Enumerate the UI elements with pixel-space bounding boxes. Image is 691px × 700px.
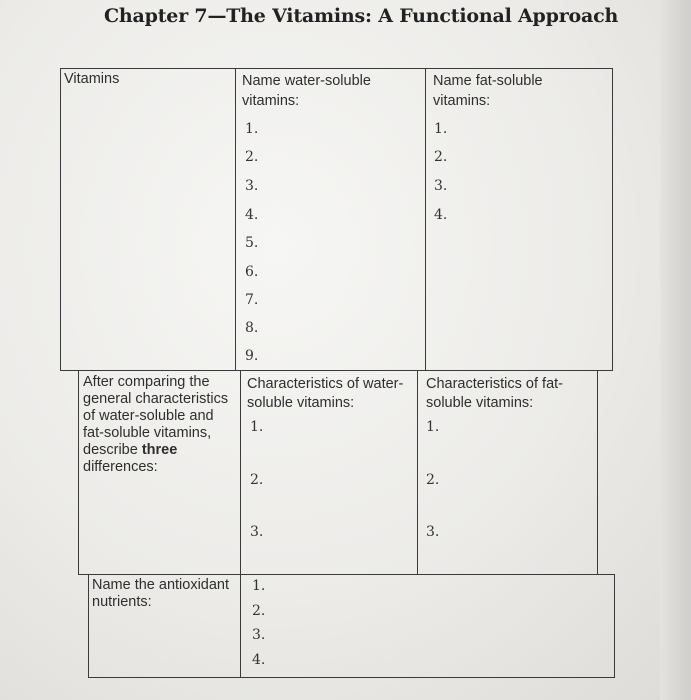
- water-soluble-item-number: 9.: [245, 348, 259, 364]
- fat-characteristics-header: Characteristics of fat-soluble vitamins:: [426, 376, 563, 411]
- fat-soluble-header: Name fat-soluble vitamins:: [433, 73, 543, 109]
- table-border: [235, 68, 236, 370]
- table-border: [614, 574, 615, 678]
- water-soluble-item-number: 2.: [245, 149, 259, 165]
- antioxidant-prompt: Name the antioxidant nutrients:: [92, 577, 230, 610]
- table-border: [425, 68, 426, 370]
- antioxidant-item-number: 1.: [252, 578, 266, 594]
- water-soluble-item-number: 4.: [245, 207, 259, 223]
- water-characteristic-number: 2.: [250, 472, 264, 488]
- table-border: [240, 574, 241, 678]
- water-characteristics-header: Characteristics of water-soluble vitamins:: [247, 376, 404, 411]
- table-border: [240, 370, 241, 575]
- water-soluble-header: Name water-soluble vitamins:: [242, 73, 371, 109]
- table-border: [88, 574, 89, 678]
- fat-soluble-item-number: 3.: [434, 178, 448, 194]
- table-border: [78, 370, 79, 575]
- fat-characteristic-number: 1.: [426, 419, 440, 435]
- page-title: Chapter 7—The Vitamins: A Functional Approach: [104, 5, 619, 27]
- table-border: [88, 677, 615, 678]
- table-border: [417, 370, 418, 575]
- fat-soluble-item-number: 4.: [434, 207, 448, 223]
- water-characteristic-number: 1.: [250, 419, 264, 435]
- differences-prompt-text-end: differences:: [83, 459, 158, 475]
- antioxidant-item-number: 4.: [252, 652, 266, 668]
- vitamins-row-label: Vitamins: [64, 71, 120, 87]
- water-soluble-item-number: 3.: [245, 178, 259, 194]
- table-border: [597, 370, 598, 575]
- fat-characteristic-number: 3.: [426, 524, 440, 540]
- differences-prompt: [83, 374, 238, 476]
- page-edge-shadow: [660, 0, 691, 700]
- table-border: [60, 68, 61, 370]
- antioxidant-item-number: 2.: [252, 603, 266, 619]
- fat-characteristic-number: 2.: [426, 472, 440, 488]
- water-soluble-item-number: 7.: [245, 292, 259, 308]
- water-soluble-item-number: 5.: [245, 235, 259, 251]
- fat-soluble-item-number: 1.: [434, 121, 448, 137]
- water-characteristic-number: 3.: [250, 524, 264, 540]
- table-border: [60, 68, 613, 69]
- table-border: [612, 68, 613, 370]
- table-border: [60, 370, 613, 371]
- table-border: [78, 574, 615, 575]
- differences-prompt-emphasis: three: [141, 442, 178, 458]
- differences-prompt-text: After comparing the general characteristics of water-soluble and fat-soluble vitamins, describe: [83, 374, 229, 458]
- water-soluble-item-number: 6.: [245, 264, 259, 280]
- fat-soluble-item-number: 2.: [434, 149, 448, 165]
- water-soluble-item-number: 8.: [245, 320, 259, 336]
- water-soluble-item-number: 1.: [245, 121, 259, 137]
- antioxidant-item-number: 3.: [252, 627, 266, 643]
